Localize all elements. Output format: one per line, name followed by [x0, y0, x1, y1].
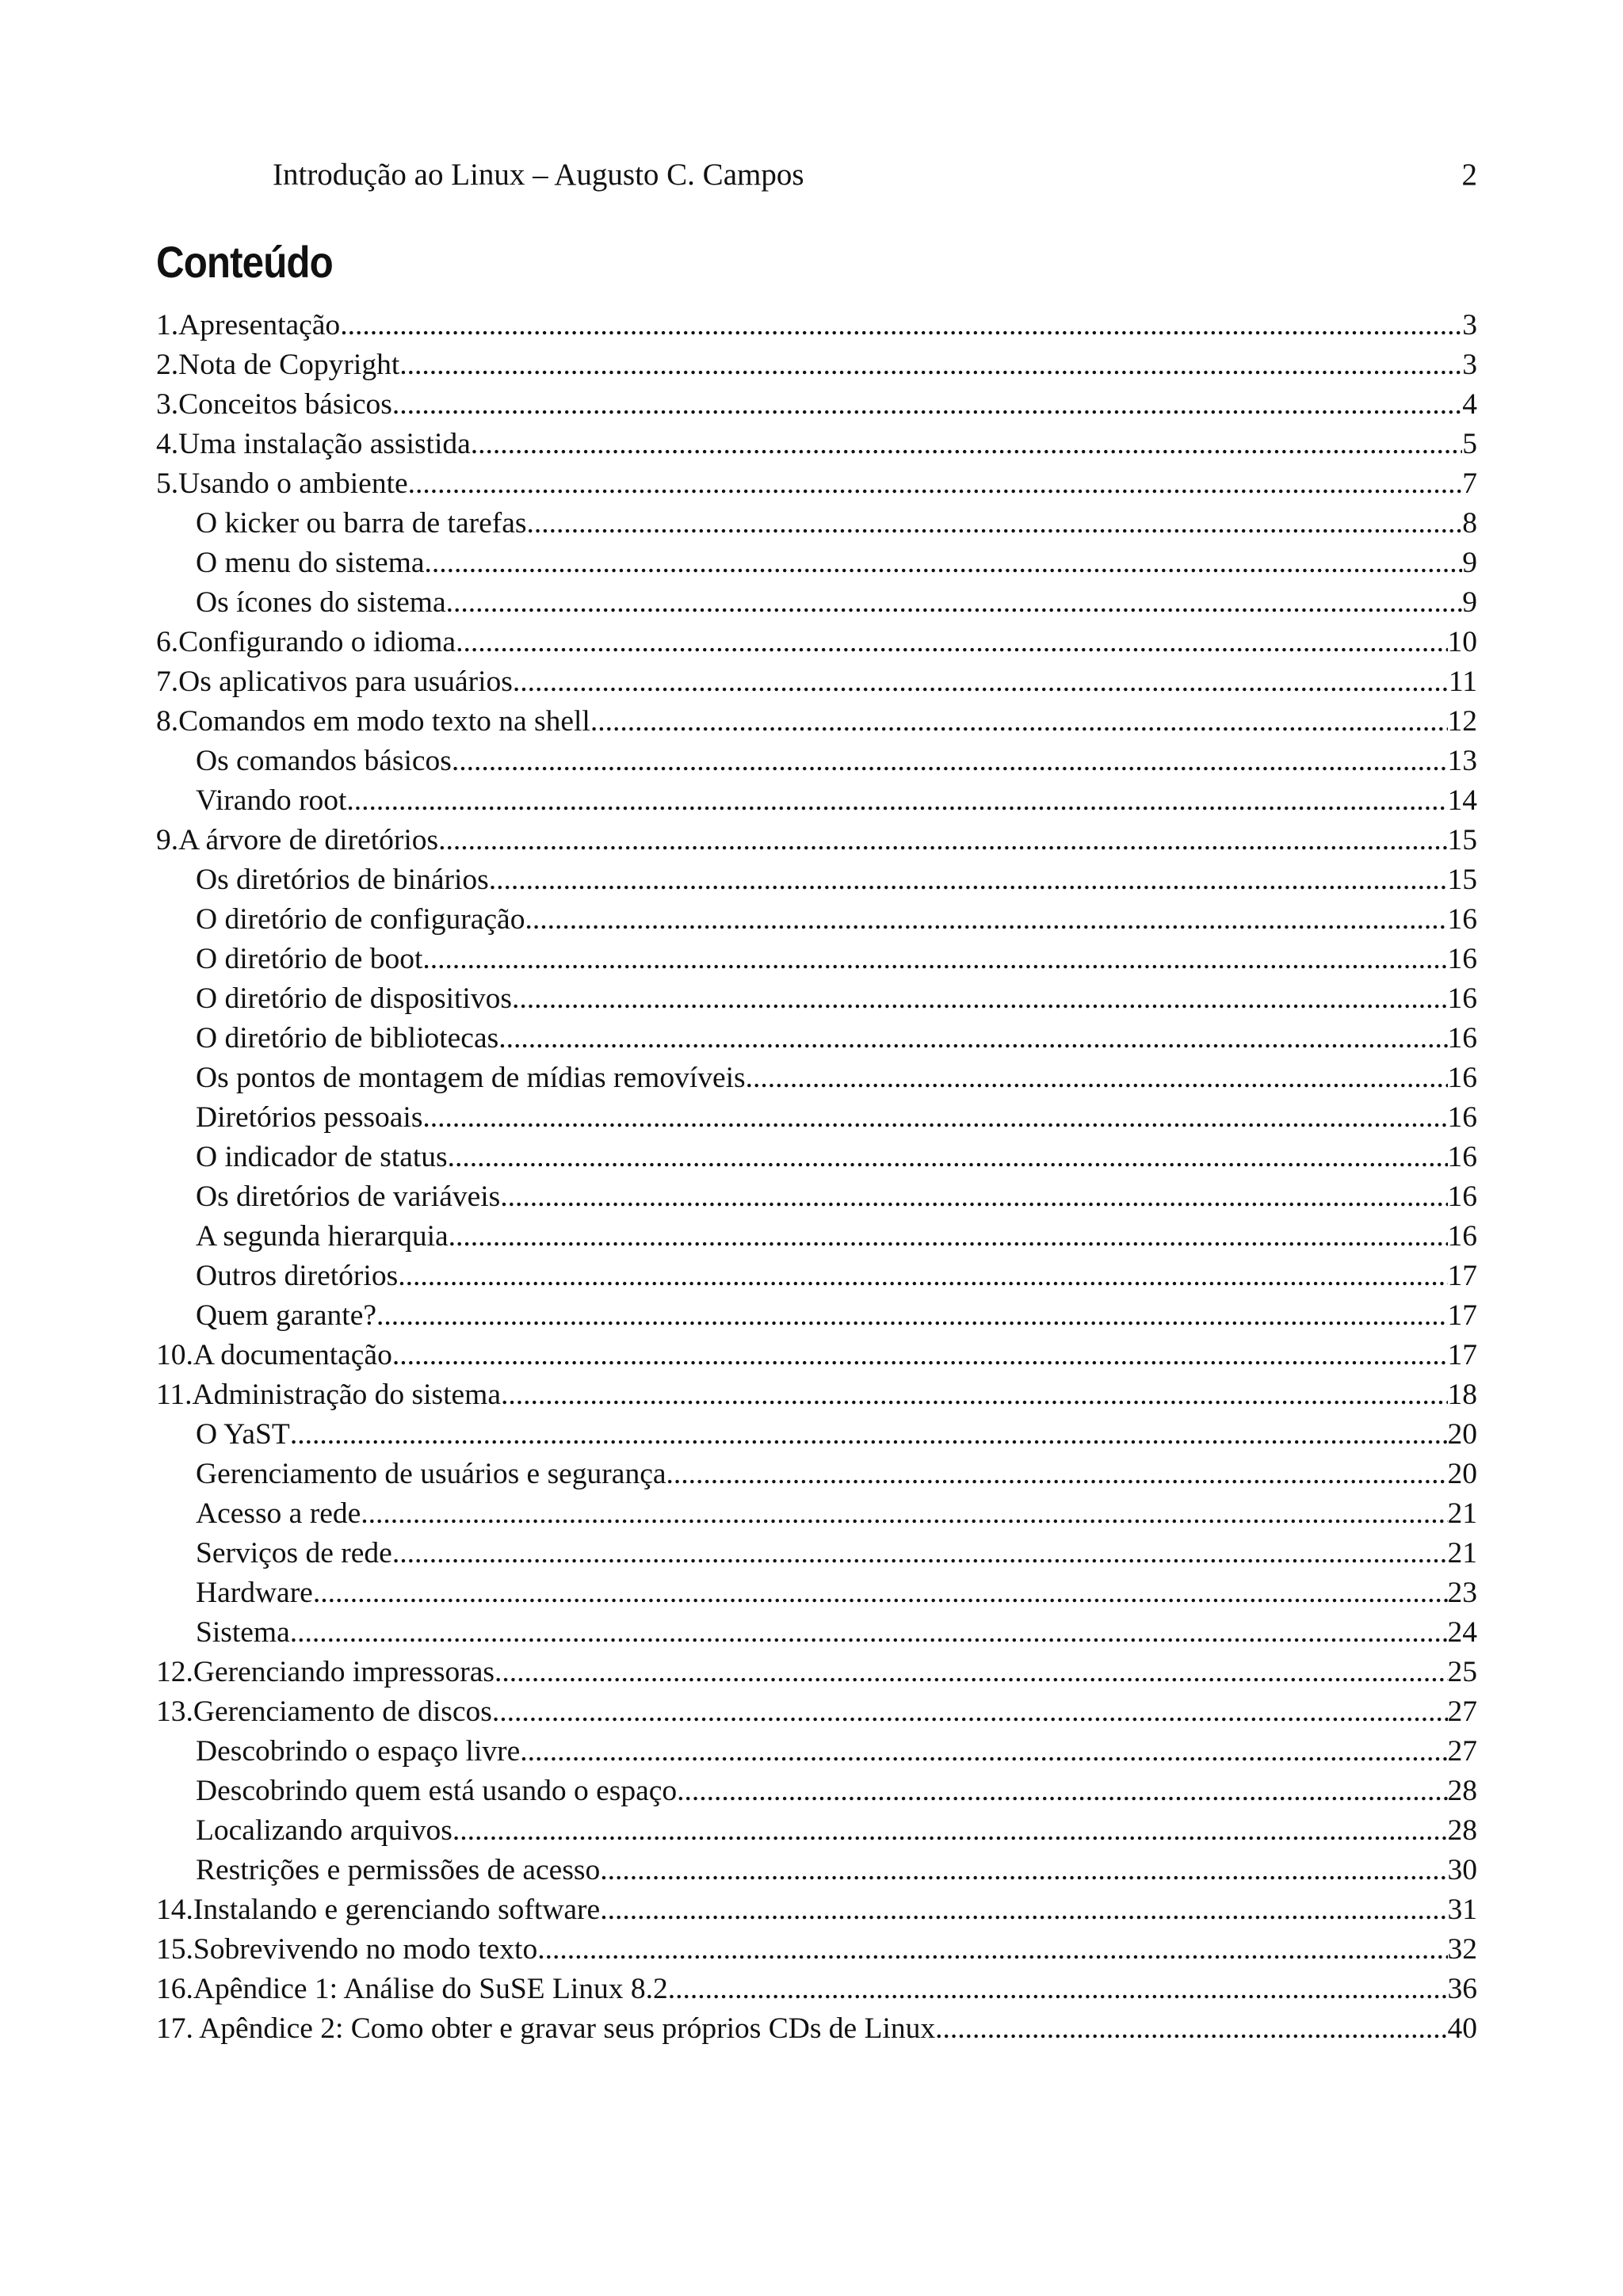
toc-entry[interactable]: [156, 1851, 1477, 1890]
toc-entry-title: Acesso a rede: [196, 1497, 361, 1530]
toc-entry-page: 27: [1447, 1735, 1477, 1768]
toc-entry-page: 10: [1447, 626, 1477, 658]
toc-dot-leader: [392, 385, 1462, 425]
toc-dot-leader: [935, 2009, 1447, 2049]
toc-dot-leader: [526, 504, 1462, 543]
toc-entry-title: Os diretórios de variáveis: [196, 1180, 501, 1213]
toc-entry-title: Sistema: [196, 1616, 290, 1649]
toc-entry-page: 17: [1447, 1260, 1477, 1292]
toc-entry-title: Os diretórios de binários: [196, 864, 489, 896]
toc-entry-title: Hardware: [196, 1577, 313, 1609]
toc-entry-title: O YaST: [196, 1418, 290, 1451]
toc-entry-title: Os ícones do sistema: [196, 586, 446, 619]
toc-entry[interactable]: [156, 702, 1477, 742]
toc-entry-title: 10.A documentação: [156, 1339, 392, 1371]
toc-dot-leader: [500, 1177, 1447, 1217]
toc-dot-leader: [495, 1653, 1448, 1692]
toc-dot-leader: [666, 1455, 1447, 1494]
toc-dot-leader: [600, 1890, 1447, 1930]
toc-dot-leader: [313, 1573, 1448, 1613]
toc-entry[interactable]: [156, 1455, 1477, 1494]
toc-entry-page: 17: [1447, 1299, 1477, 1332]
toc-entry[interactable]: [156, 1890, 1477, 1930]
toc-entry[interactable]: [156, 979, 1477, 1019]
toc-entry[interactable]: [156, 1970, 1477, 2009]
toc-entry-page: 16: [1447, 943, 1477, 975]
toc-entry[interactable]: [156, 543, 1477, 583]
toc-entry-page: 9: [1462, 586, 1477, 619]
toc-entry[interactable]: [156, 662, 1477, 702]
toc-dot-leader: [677, 1772, 1447, 1811]
toc-dot-leader: [501, 1375, 1448, 1415]
toc-entry-page: 3: [1462, 309, 1477, 341]
toc-entry-title: 8.Comandos em modo texto na shell: [156, 705, 590, 738]
toc-entry[interactable]: [156, 306, 1477, 345]
toc-entry[interactable]: [156, 504, 1477, 543]
toc-entry-page: 13: [1447, 745, 1477, 777]
toc-entry-page: 9: [1462, 547, 1477, 579]
toc-dot-leader: [422, 940, 1447, 979]
toc-entry-title: Os pontos de montagem de mídias removíveis: [196, 1062, 746, 1094]
toc-entry-title: 4.Uma instalação assistida: [156, 428, 471, 460]
toc-dot-leader: [512, 979, 1448, 1019]
toc-entry[interactable]: [156, 1296, 1477, 1336]
toc-entry-title: Serviços de rede: [196, 1537, 392, 1569]
toc-entry[interactable]: [156, 1098, 1477, 1138]
toc-entry-title: O diretório de configuração: [196, 903, 525, 936]
toc-entry[interactable]: [156, 2009, 1477, 2049]
toc-entry-page: 4: [1462, 388, 1477, 421]
toc-entry[interactable]: [156, 1336, 1477, 1375]
toc-entry[interactable]: [156, 1772, 1477, 1811]
toc-entry-title: 16.Apêndice 1: Análise do SuSE Linux 8.2: [156, 1973, 668, 2005]
toc-entry-title: Localizando arquivos: [196, 1814, 453, 1847]
toc-entry-page: 20: [1447, 1418, 1477, 1451]
toc-dot-leader: [513, 662, 1449, 702]
page-header: [273, 155, 1477, 195]
toc-dot-leader: [376, 1296, 1447, 1336]
toc-dot-leader: [668, 1970, 1448, 2009]
toc-entry-page: 16: [1447, 1141, 1477, 1173]
toc-entry-title: 11.Administração do sistema: [156, 1379, 501, 1411]
toc-dot-leader: [399, 345, 1462, 385]
table-of-contents: [156, 306, 1477, 2049]
toc-dot-leader: [746, 1058, 1448, 1098]
toc-entry[interactable]: [156, 940, 1477, 979]
toc-dot-leader: [452, 742, 1448, 781]
toc-dot-leader: [453, 1811, 1448, 1851]
toc-entry-title: Virando root: [196, 784, 347, 817]
toc-entry-title: Quem garante?: [196, 1299, 377, 1332]
toc-dot-leader: [525, 900, 1447, 940]
header-title: Introdução ao Linux – Augusto C. Campos: [273, 158, 804, 192]
toc-entry[interactable]: [156, 1177, 1477, 1217]
toc-dot-leader: [537, 1930, 1447, 1970]
toc-entry[interactable]: [156, 1573, 1477, 1613]
toc-entry-title: A segunda hierarquia: [196, 1220, 449, 1253]
toc-dot-leader: [448, 1138, 1448, 1177]
toc-entry-title: O diretório de boot: [196, 943, 423, 975]
toc-entry[interactable]: [156, 1058, 1477, 1098]
toc-entry-title: Restrições e permissões de acesso: [196, 1854, 601, 1886]
toc-entry[interactable]: [156, 345, 1477, 385]
toc-entry[interactable]: [156, 900, 1477, 940]
toc-entry-page: 21: [1447, 1537, 1477, 1569]
toc-entry[interactable]: [156, 1257, 1477, 1296]
toc-entry[interactable]: [156, 464, 1477, 504]
toc-entry-page: 28: [1447, 1814, 1477, 1847]
toc-entry[interactable]: [156, 1653, 1477, 1692]
toc-entry-title: 14.Instalando e gerenciando software: [156, 1894, 601, 1926]
toc-entry-page: 16: [1447, 903, 1477, 936]
toc-entry-page: 15: [1447, 864, 1477, 896]
toc-entry[interactable]: [156, 1692, 1477, 1732]
toc-entry-title: O kicker ou barra de tarefas: [196, 507, 527, 540]
toc-entry-page: 8: [1462, 507, 1477, 540]
toc-entry-title: O diretório de dispositivos: [196, 982, 512, 1015]
toc-entry-title: Diretórios pessoais: [196, 1101, 423, 1134]
toc-dot-leader: [456, 623, 1447, 662]
toc-entry[interactable]: [156, 1613, 1477, 1653]
toc-dot-leader: [520, 1732, 1447, 1772]
toc-entry[interactable]: [156, 821, 1477, 860]
toc-entry-page: 36: [1447, 1973, 1477, 2005]
toc-entry[interactable]: [156, 425, 1477, 464]
toc-entry-title: 9.A árvore de diretórios: [156, 824, 439, 856]
toc-entry[interactable]: [156, 1930, 1477, 1970]
toc-entry-page: 12: [1447, 705, 1477, 738]
toc-entry-page: 3: [1462, 349, 1477, 381]
toc-dot-leader: [422, 1098, 1447, 1138]
toc-entry[interactable]: [156, 1494, 1477, 1534]
toc-dot-leader: [408, 464, 1463, 504]
toc-entry-page: 28: [1447, 1775, 1477, 1807]
toc-entry-page: 16: [1447, 1062, 1477, 1094]
toc-entry-page: 7: [1462, 467, 1477, 500]
toc-entry-title: Descobrindo quem está usando o espaço: [196, 1775, 678, 1807]
toc-entry-page: 14: [1447, 784, 1477, 817]
toc-entry[interactable]: [156, 860, 1477, 900]
toc-entry-title: 3.Conceitos básicos: [156, 388, 392, 421]
toc-dot-leader: [438, 821, 1447, 860]
toc-entry-page: 32: [1447, 1933, 1477, 1966]
toc-entry-page: 16: [1447, 1022, 1477, 1055]
toc-heading: Conteúdo: [156, 237, 333, 287]
toc-entry-page: 21: [1447, 1497, 1477, 1530]
toc-dot-leader: [600, 1851, 1447, 1890]
toc-dot-leader: [361, 1494, 1447, 1534]
toc-dot-leader: [471, 425, 1462, 464]
toc-entry-page: 17: [1447, 1339, 1477, 1371]
toc-entry-page: 24: [1447, 1616, 1477, 1649]
toc-entry-title: 17. Apêndice 2: Como obter e gravar seus próprios CDs de Linux: [156, 2012, 936, 2045]
toc-dot-leader: [392, 1336, 1448, 1375]
toc-entry-page: 11: [1448, 666, 1477, 698]
toc-entry[interactable]: [156, 742, 1477, 781]
toc-entry[interactable]: [156, 1217, 1477, 1257]
toc-entry-page: 27: [1447, 1695, 1477, 1728]
header-page-number: 2: [1461, 158, 1477, 192]
toc-entry-page: 40: [1447, 2012, 1477, 2045]
toc-dot-leader: [492, 1692, 1448, 1732]
toc-entry-title: Descobrindo o espaço livre: [196, 1735, 521, 1768]
toc-entry[interactable]: [156, 583, 1477, 623]
toc-entry[interactable]: [156, 1811, 1477, 1851]
toc-entry-title: Outros diretórios: [196, 1260, 399, 1292]
toc-dot-leader: [290, 1415, 1448, 1455]
toc-entry-title: 13.Gerenciamento de discos: [156, 1695, 492, 1728]
toc-entry-title: O menu do sistema: [196, 547, 425, 579]
toc-dot-leader: [340, 306, 1462, 345]
toc-entry[interactable]: [156, 1732, 1477, 1772]
toc-dot-leader: [498, 1019, 1447, 1058]
toc-dot-leader: [449, 1217, 1448, 1257]
toc-entry[interactable]: [156, 1415, 1477, 1455]
toc-entry[interactable]: [156, 1138, 1477, 1177]
toc-entry-page: 31: [1447, 1894, 1477, 1926]
toc-dot-leader: [590, 702, 1448, 742]
toc-dot-leader: [290, 1613, 1448, 1653]
toc-entry-title: 12.Gerenciando impressoras: [156, 1656, 495, 1688]
toc-entry[interactable]: [156, 385, 1477, 425]
toc-entry[interactable]: [156, 1375, 1477, 1415]
toc-entry[interactable]: [156, 781, 1477, 821]
toc-dot-leader: [446, 583, 1463, 623]
toc-entry[interactable]: [156, 1019, 1477, 1058]
toc-dot-leader: [392, 1534, 1448, 1573]
toc-entry-title: Os comandos básicos: [196, 745, 452, 777]
toc-dot-leader: [489, 860, 1448, 900]
toc-dot-leader: [346, 781, 1447, 821]
toc-entry-page: 5: [1462, 428, 1477, 460]
toc-entry-page: 18: [1447, 1379, 1477, 1411]
toc-entry-title: O indicador de status: [196, 1141, 448, 1173]
toc-entry-page: 20: [1447, 1458, 1477, 1490]
toc-entry-title: O diretório de bibliotecas: [196, 1022, 499, 1055]
toc-entry-title: 5.Usando o ambiente: [156, 467, 408, 500]
toc-entry-page: 16: [1447, 982, 1477, 1015]
toc-entry[interactable]: [156, 623, 1477, 662]
toc-entry-page: 15: [1447, 824, 1477, 856]
toc-entry-title: 2.Nota de Copyright: [156, 349, 400, 381]
toc-entry-page: 30: [1447, 1854, 1477, 1886]
toc-entry-page: 23: [1447, 1577, 1477, 1609]
toc-entry-title: 15.Sobrevivendo no modo texto: [156, 1933, 538, 1966]
toc-entry-title: 7.Os aplicativos para usuários: [156, 666, 513, 698]
toc-entry-page: 16: [1447, 1220, 1477, 1253]
toc-entry-title: 6.Configurando o idioma: [156, 626, 456, 658]
toc-entry-title: Gerenciamento de usuários e segurança: [196, 1458, 666, 1490]
toc-entry-page: 25: [1447, 1656, 1477, 1688]
toc-entry-page: 16: [1447, 1180, 1477, 1213]
toc-entry-page: 16: [1447, 1101, 1477, 1134]
toc-dot-leader: [425, 543, 1463, 583]
toc-entry[interactable]: [156, 1534, 1477, 1573]
toc-entry-title: 1.Apresentação: [156, 309, 341, 341]
toc-dot-leader: [398, 1257, 1447, 1296]
